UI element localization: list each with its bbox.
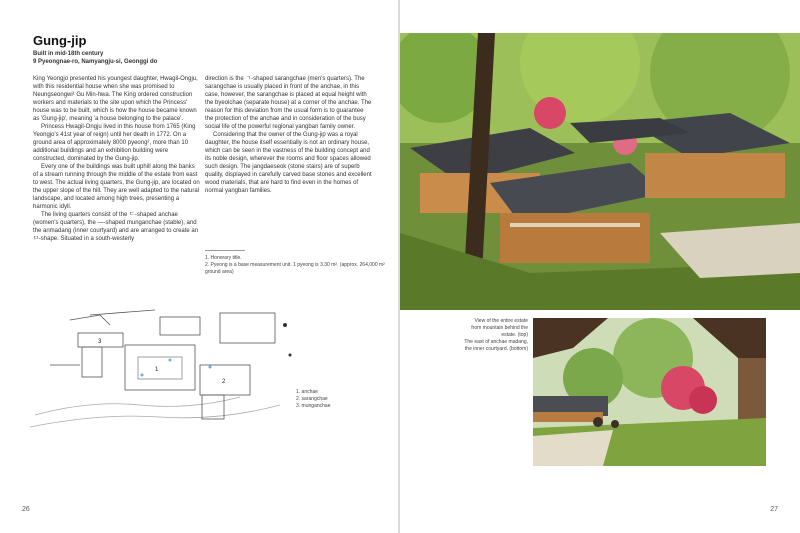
page-number-left: 26 [22, 506, 30, 513]
footnote: 2. Pyeong is a base measurement unit. 1 pyeong is 3.30 m². (approx. 264,000 m² ground area) [205, 262, 385, 275]
plan-label-1: 1 [155, 367, 159, 373]
plan-legend [296, 389, 330, 410]
plan-label-3: 3 [98, 339, 102, 345]
legend-item: 3. munganchae [296, 403, 331, 409]
caption-line: the inner courtyard. (bottom) [464, 346, 528, 352]
page-title: Gung-jip [33, 33, 87, 48]
paragraph: direction is the ㄱ-shaped sarangchae (men's quarters). The sarangchae is usually placed in front of the anchae, in this case, however, the sarangchae is placed at equal height with the byeolchae (separate house) at a corner of the anchae. The reason for this deviation from the usual form is to guarantee the protection of the anchae and in consideration of the busy social life of the powerful regional yangban family owner. [205, 76, 372, 130]
page-number-right: 27 [770, 506, 778, 513]
plan-label-2: 2 [222, 379, 226, 385]
legend-item: 1. anchae [296, 389, 318, 395]
paragraph: Every one of the buildings was built uphill along the banks of a stream running through the middle of the estate from east to west. The actual living quarters, the Gung-jip, are located on the upper slope of the hill. They are well adapted to the natural landscape, and located among high trees, presenting a harmonic idyll. [33, 164, 200, 210]
paragraph: The living quarters consist of the ㄷ-shaped anchae (women's quarters), the —-shaped munganchae (stable), and the anmadang (inner courtyard) and are arranged to create an ㅁ-shape. Situated in a south-westerly [33, 212, 199, 242]
build-date: Built in mid-18th century [33, 51, 104, 57]
caption-line: View of the entire estate [474, 318, 528, 324]
left-page [0, 0, 398, 533]
text-column-1 [33, 75, 201, 243]
estate-photo [400, 33, 800, 310]
legend-item: 2. sarangchae [296, 396, 328, 402]
paragraph: King Yeongjo presented his youngest daughter, Hwagil-Ongju, with this residential house when she was promised to Neungseongwi¹ Gu Min-hwa. The King ordered construction workers and materials to the site upon which the Princess' house was to be built, which is how the house became known as 'Gung-jip', meaning 'a house belonging to the palace'. [33, 76, 198, 122]
footnote-rule [205, 250, 245, 251]
caption-line: from mountain behind the [471, 325, 528, 331]
footnote: 1. Honorary title. [205, 255, 242, 261]
footnotes [205, 250, 385, 276]
site-floor-plan [30, 305, 300, 435]
address: 9 Pyeongnae-ro, Namyangju-si, Geonggi do [33, 59, 158, 65]
courtyard-photo [533, 318, 766, 466]
caption-line: estate. (top) [501, 332, 528, 338]
building-meta [33, 50, 157, 66]
photo-caption [440, 318, 528, 353]
paragraph: Princess Hwagil-Ongju lived in this house from 1765 (King Yeongjo's 41st year of reign) until her death in 1772. On a ground area of approximately 8000 pyeong², more than 10 additional buildings and an exhibition building were constructed, dominated by the Gung-jip. [33, 124, 196, 162]
caption-line: The east of anchae madang, [464, 339, 528, 345]
paragraph: Considering that the owner of the Gung-jip was a royal daughter, the house itself essentially is not an ordinary house, which can be seen in the vastness of the building concept and its noble design, wherever the rooms and floor spaces allowed such design. The jangdaeseok (stone stairs) are of superb quality, displayed in carefully carved base stones and excellent wood materials, that are hard to find even in the homes of normal yangban families. [205, 132, 372, 194]
text-column-2 [205, 75, 373, 195]
